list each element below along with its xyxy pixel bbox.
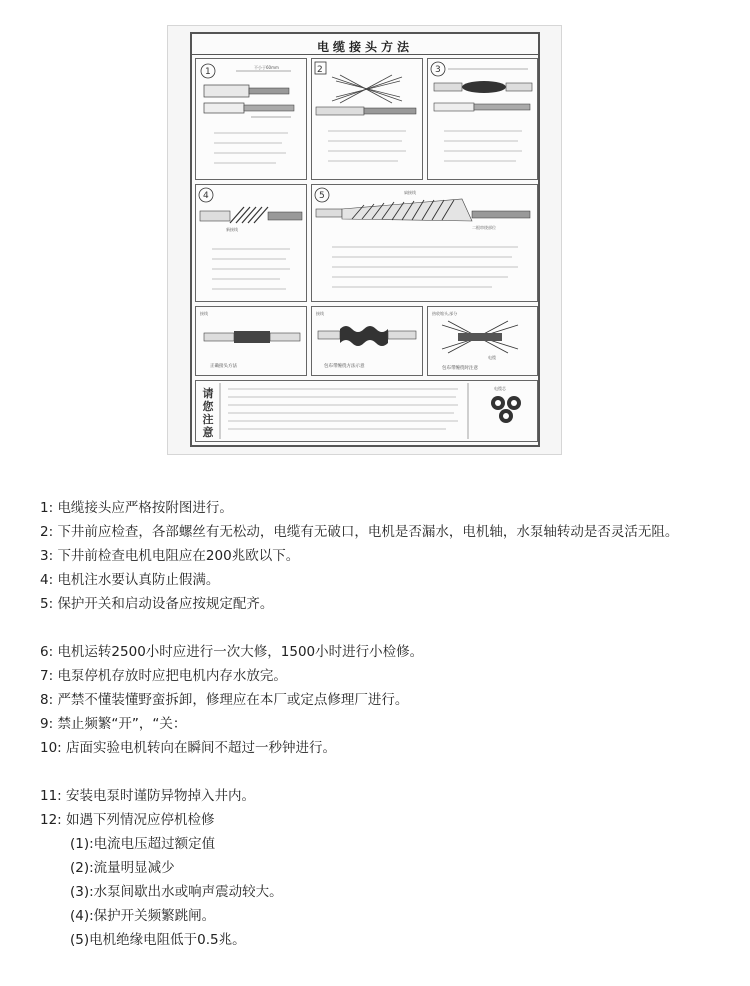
diagram-frame: [190, 32, 540, 447]
tape-caution-panel: [427, 306, 538, 376]
step-3-number: 3: [435, 65, 441, 75]
svg-text:接线: 接线: [316, 311, 324, 316]
step-5-panel: [311, 184, 538, 302]
svg-text:二根串绕部位: 二根串绕部位: [472, 225, 496, 230]
condition-item: (2):流量明显减少: [70, 860, 175, 876]
condition-item: (1):电流电压超过额定值: [70, 836, 216, 852]
svg-text:正确接头方法: 正确接头方法: [210, 364, 237, 369]
instruction-item: 7: 电泵停机存放时应把电机内存水放完。: [40, 668, 287, 684]
svg-text:包布带缠绕方法示意: 包布带缠绕方法示意: [324, 364, 365, 369]
step-1-number: 1: [205, 67, 211, 77]
step-2-number: 2: [317, 65, 323, 75]
svg-text:不小于60mm: 不小于60mm: [254, 65, 279, 70]
svg-text:新接线: 新接线: [226, 227, 238, 232]
svg-text:扁接线: 扁接线: [404, 190, 416, 195]
svg-text:接线: 接线: [200, 311, 208, 316]
tape-wrap-panel: [311, 306, 423, 376]
notes-heading: 请您注意: [202, 387, 214, 439]
instruction-item: 5: 保护开关和启动设备应按规定配齐。: [40, 596, 274, 612]
instruction-item: 4: 电机注水要认真防止假满。: [40, 572, 220, 588]
svg-text:电缆芯: 电缆芯: [494, 386, 506, 391]
instruction-item: 3: 下井前检查电机电阻应在200兆欧以下。: [40, 548, 300, 564]
instruction-item: 12: 如遇下列情况应停机检修: [40, 812, 215, 828]
svg-text:热收缩头,部分: 热收缩头,部分: [432, 311, 458, 316]
step-4-panel: [195, 184, 307, 302]
instruction-item: 10: 店面实验电机转向在瞬间不超过一秒钟进行。: [40, 740, 337, 756]
condition-item: (4):保护开关频繁跳闸。: [70, 908, 216, 924]
cable-joint-diagram-sheet: [167, 25, 562, 455]
svg-text:包布带缠绕时注意: 包布带缠绕时注意: [442, 366, 478, 371]
instruction-item: 2: 下井前应检查，各部螺丝有无松动，电缆有无破口，电机是否漏水，电机轴，水泵轴转动是否灵活无阻。: [40, 524, 679, 540]
step-3-panel: [427, 58, 538, 180]
diagram-title: 电缆接头方法: [192, 38, 538, 55]
instruction-item: 1: 电缆接头应严格按附图进行。: [40, 500, 233, 516]
condition-item: (3):水泵间歇出水或响声震动较大。: [70, 884, 283, 900]
instruction-item: 6: 电机运转2500小时应进行一次大修，1500小时进行小检修。: [40, 644, 424, 660]
instruction-item: 9: 禁止频繁“开”，“关：: [40, 716, 187, 732]
step-4-number: 4: [203, 191, 209, 201]
step-2-panel: [311, 58, 423, 180]
svg-text:电缆: 电缆: [488, 355, 496, 360]
step-1-panel: [195, 58, 307, 180]
notes-panel: [195, 380, 538, 442]
condition-item: (5)电机绝缘电阻低于0.5兆。: [70, 932, 246, 948]
correct-joint-panel: [195, 306, 307, 376]
instruction-item: 11: 安装电泵时谨防异物掉入井内。: [40, 788, 256, 804]
instruction-item: 8: 严禁不懂装懂野蛮拆卸，修理应在本厂或定点修理厂进行。: [40, 692, 409, 708]
step-5-number: 5: [319, 191, 325, 201]
